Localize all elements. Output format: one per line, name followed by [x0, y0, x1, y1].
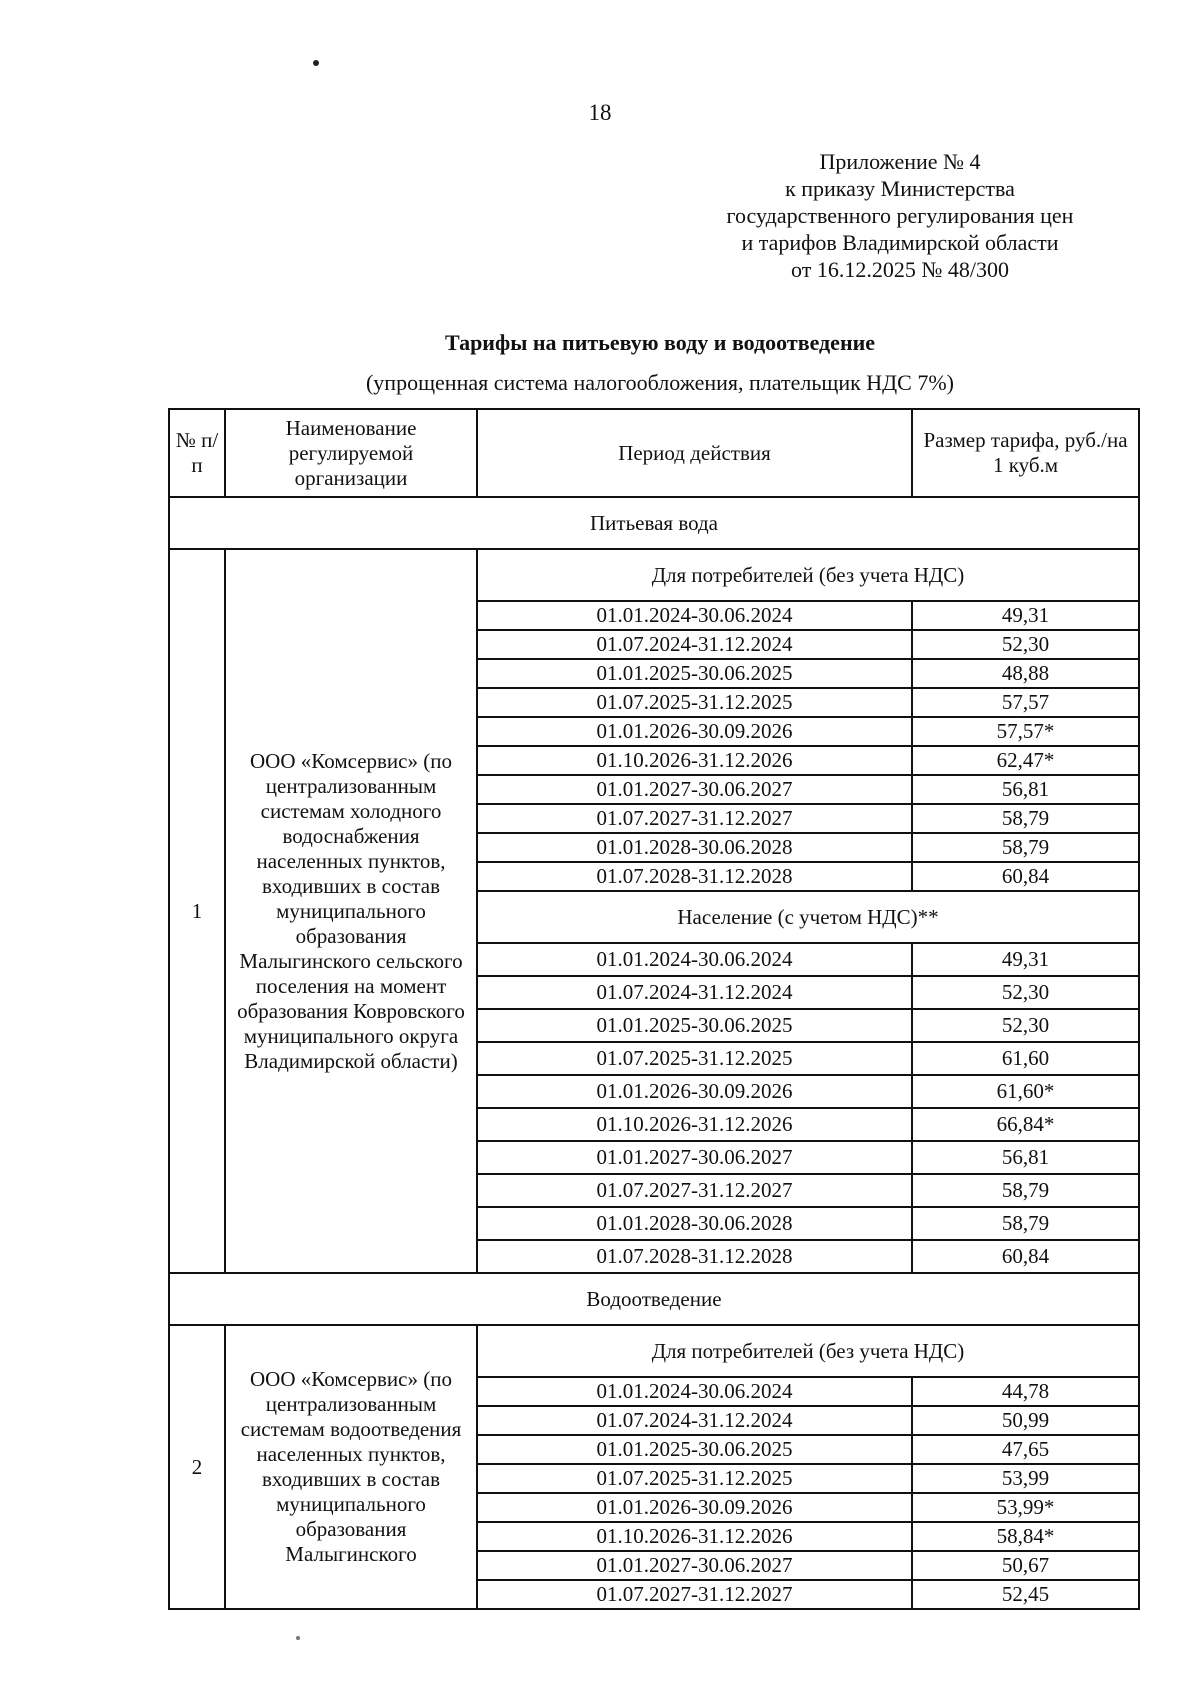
scan-speck [296, 1636, 300, 1640]
section-row [169, 497, 1139, 549]
tariff-value-cell: 50,67 [912, 1551, 1139, 1580]
section-title: Питьевая вода [169, 497, 1139, 549]
period-cell: 01.01.2025-30.06.2025 [477, 659, 912, 688]
section-title: Водоотведение [169, 1273, 1139, 1325]
tariff-value-cell: 57,57 [912, 688, 1139, 717]
entry-number: 1 [169, 549, 225, 1273]
period-cell: 01.01.2025-30.06.2025 [477, 1009, 912, 1042]
tariff-value-cell: 47,65 [912, 1435, 1139, 1464]
period-cell: 01.01.2025-30.06.2025 [477, 1435, 912, 1464]
table-header-row [169, 409, 1139, 497]
period-cell: 01.10.2026-31.12.2026 [477, 1108, 912, 1141]
tariff-value-cell: 50,99 [912, 1406, 1139, 1435]
period-cell: 01.01.2024-30.06.2024 [477, 1377, 912, 1406]
period-cell: 01.10.2026-31.12.2026 [477, 746, 912, 775]
appendix-line: от 16.12.2025 № 48/300 [791, 257, 1009, 282]
tariff-value-cell: 58,79 [912, 1174, 1139, 1207]
period-cell: 01.07.2025-31.12.2025 [477, 1464, 912, 1493]
appendix-line: государственного регулирования цен [726, 203, 1074, 228]
group-row [169, 1325, 1139, 1377]
period-cell: 01.01.2026-30.09.2026 [477, 717, 912, 746]
period-cell: 01.07.2024-31.12.2024 [477, 1406, 912, 1435]
tariff-value-cell: 56,81 [912, 1141, 1139, 1174]
tariff-value-cell: 57,57* [912, 717, 1139, 746]
tariff-value-cell: 44,78 [912, 1377, 1139, 1406]
group-row [169, 549, 1139, 601]
section-row [169, 1273, 1139, 1325]
tariff-value-cell: 53,99* [912, 1493, 1139, 1522]
page-number: 18 [588, 100, 612, 125]
tariff-value-cell: 58,79 [912, 804, 1139, 833]
appendix-line: и тарифов Владимирской области [741, 230, 1059, 255]
tariff-value-cell: 53,99 [912, 1464, 1139, 1493]
tariff-value-cell: 58,79 [912, 1207, 1139, 1240]
organization-name: ООО «Комсервис» (по централизованным системам холодного водоснабжения населенных пунктов, входивших в состав муниципального образования Малыгинского сельского поселения на момент образования Ковровского муниципального округа Владимирской области) [225, 549, 477, 1273]
period-cell: 01.01.2027-30.06.2027 [477, 1141, 912, 1174]
period-cell: 01.07.2027-31.12.2027 [477, 804, 912, 833]
period-cell: 01.01.2024-30.06.2024 [477, 601, 912, 630]
group-title: Для потребителей (без учета НДС) [477, 1325, 1139, 1377]
document-subtitle: (упрощенная система налогообложения, плательщик НДС 7%) [365, 370, 955, 395]
period-cell: 01.07.2025-31.12.2025 [477, 1042, 912, 1075]
period-cell: 01.10.2026-31.12.2026 [477, 1522, 912, 1551]
tariff-value-cell: 48,88 [912, 659, 1139, 688]
entry-number: 2 [169, 1325, 225, 1609]
group-title: Для потребителей (без учета НДС) [477, 549, 1139, 601]
tariff-value-cell: 66,84* [912, 1108, 1139, 1141]
period-cell: 01.01.2026-30.09.2026 [477, 1075, 912, 1108]
period-cell: 01.01.2027-30.06.2027 [477, 775, 912, 804]
tariff-value-cell: 52,30 [912, 630, 1139, 659]
period-cell: 01.07.2028-31.12.2028 [477, 862, 912, 891]
tariff-table-body [169, 409, 1139, 1609]
header-num: № п/п [169, 409, 225, 497]
header-tariff: Размер тарифа, руб./на 1 куб.м [912, 409, 1139, 497]
period-cell: 01.07.2027-31.12.2027 [477, 1174, 912, 1207]
scan-speck [313, 60, 319, 66]
period-cell: 01.01.2024-30.06.2024 [477, 943, 912, 976]
header-period: Период действия [477, 409, 912, 497]
tariff-value-cell: 52,45 [912, 1580, 1139, 1609]
tariff-value-cell: 62,47* [912, 746, 1139, 775]
tariff-value-cell: 49,31 [912, 601, 1139, 630]
appendix-line: к приказу Министерства [785, 176, 1015, 201]
appendix-line: Приложение № 4 [819, 149, 981, 174]
period-cell: 01.07.2028-31.12.2028 [477, 1240, 912, 1273]
document-title: Тарифы на питьевую воду и водоотведение [444, 330, 876, 355]
group-title: Население (с учетом НДС)** [477, 891, 1139, 943]
period-cell: 01.07.2024-31.12.2024 [477, 630, 912, 659]
period-cell: 01.07.2025-31.12.2025 [477, 688, 912, 717]
tariff-value-cell: 58,79 [912, 833, 1139, 862]
tariff-value-cell: 60,84 [912, 862, 1139, 891]
tariff-value-cell: 61,60* [912, 1075, 1139, 1108]
appendix-header [700, 148, 1100, 283]
tariff-value-cell: 60,84 [912, 1240, 1139, 1273]
period-cell: 01.01.2027-30.06.2027 [477, 1551, 912, 1580]
tariff-value-cell: 52,30 [912, 1009, 1139, 1042]
header-organization: Наименование регулируемой организации [225, 409, 477, 497]
tariff-value-cell: 49,31 [912, 943, 1139, 976]
period-cell: 01.01.2028-30.06.2028 [477, 1207, 912, 1240]
period-cell: 01.01.2028-30.06.2028 [477, 833, 912, 862]
tariff-value-cell: 58,84* [912, 1522, 1139, 1551]
period-cell: 01.07.2024-31.12.2024 [477, 976, 912, 1009]
tariff-value-cell: 52,30 [912, 976, 1139, 1009]
tariff-table [168, 408, 1140, 1610]
tariff-value-cell: 56,81 [912, 775, 1139, 804]
organization-name: ООО «Комсервис» (по централизованным системам водоотведения населенных пунктов, входивших в состав муниципального образования Малыгинского [225, 1325, 477, 1609]
tariff-value-cell: 61,60 [912, 1042, 1139, 1075]
period-cell: 01.01.2026-30.09.2026 [477, 1493, 912, 1522]
period-cell: 01.07.2027-31.12.2027 [477, 1580, 912, 1609]
